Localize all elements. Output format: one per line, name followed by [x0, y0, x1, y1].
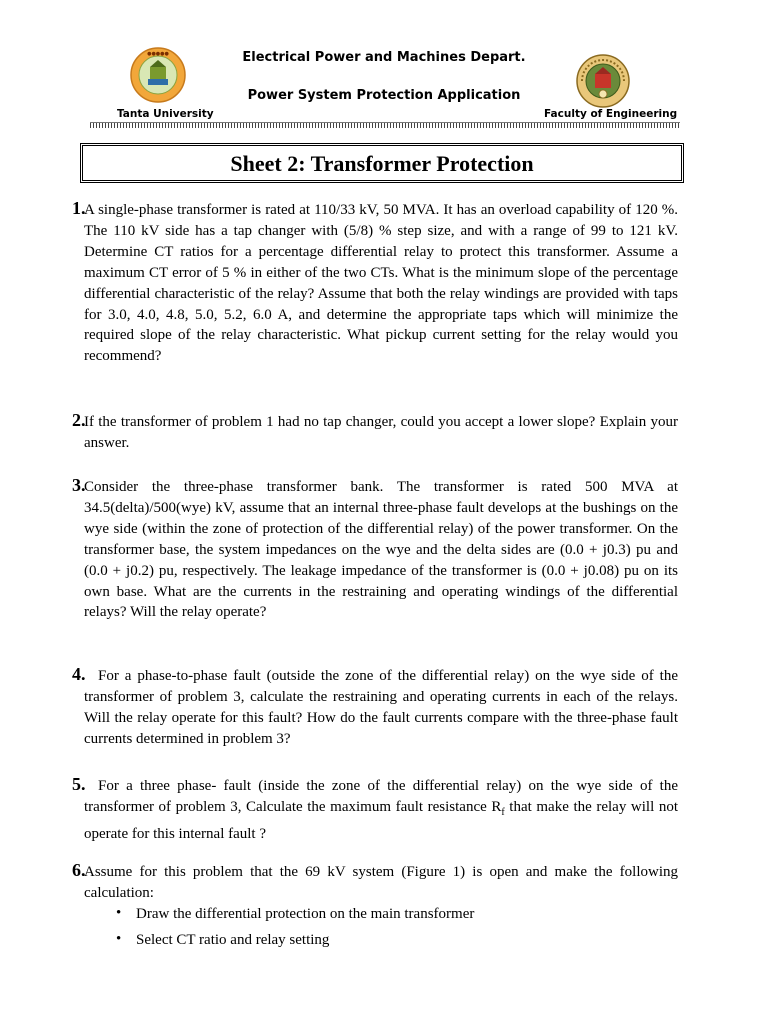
- svg-text:●●●●●: ●●●●●: [147, 51, 169, 57]
- sheet-title: Sheet 2: Transformer Protection: [80, 143, 684, 183]
- bullet-text: Select CT ratio and relay setting: [136, 932, 330, 948]
- decorative-divider: [90, 122, 680, 128]
- problem-text: [84, 776, 678, 845]
- problem-text: If the transformer of problem 1 had no tap changer, could you accept a lower slope? Explain your answer.: [84, 414, 678, 451]
- problem-number: 6.: [72, 860, 86, 880]
- problem-text-part: that make the relay will not operate for this internal fault ?: [84, 798, 679, 842]
- problem-4: [72, 664, 678, 750]
- problem-text-part: For a three phase- fault (inside the zone of the differential relay) on the wye side of the transformer of problem 3, Calculate the maximum fault resistance R: [84, 778, 678, 815]
- problem-5: [72, 774, 679, 845]
- bullet-icon: •: [116, 931, 122, 947]
- bullet-icon: •: [116, 905, 122, 921]
- problem-number: 4.: [72, 664, 86, 684]
- problem-number: 3.: [72, 475, 86, 495]
- problem-6: [72, 860, 678, 904]
- subscript: f: [501, 806, 505, 818]
- university-name: Tanta University: [117, 108, 214, 120]
- problem-text: Consider the three-phase transformer bank. The transformer is rated 500 MVA at 34.5(delta)/500(wye) kV, assume that an internal three-phase fault develops at the bushings on the wye side (within the zone of protection of the differential relay) of the power transformer. On the transformer base, the system impedances on the wye and the delta sides are (0.0 + j0.3) pu and (0.0 + j0.2) pu, respectively. The leakage impedance of the transformer is (0.0 + j0.08) pu on its own base. What are the currents in the restraining and operating windings of the differential relays? Will the relay operate?: [84, 479, 678, 621]
- problem-number: 2.: [72, 410, 86, 430]
- subject-heading: Power System Protection Application: [247, 88, 521, 103]
- bullet-text: Draw the differential protection on the main transformer: [136, 906, 475, 922]
- problem-2: [72, 410, 678, 454]
- problem-text: A single-phase transformer is rated at 110/33 kV, 50 MVA. It has an overload capability of 120 %. The 110 kV side has a tap changer with (5/8) % step size, and with a range of 99 to 121 kV. Determine CT ratios for a percentage differential relay to protect this transformer. Assume a maximum CT error of 5 % in either of the two CTs. What is the minimum slope of the percentage differential characteristic of the relay? Assume that both the relay windings are provided with taps for 3.0, 4.0, 4.8, 5.0, 5.2, 6.0 A, and determine the appropriate taps which will minimize the required slope of the relay characteristic. What pickup current setting for the relay would you recommend?: [84, 202, 678, 365]
- problem-number: 5.: [72, 774, 86, 794]
- faculty-name: Faculty of Engineering: [544, 108, 678, 120]
- page-header: [0, 0, 768, 130]
- problem-3: [72, 475, 678, 623]
- problem-text: Assume for this problem that the 69 kV system (Figure 1) is open and make the following calculation:: [84, 864, 678, 901]
- problem-text: For a phase-to-phase fault (outside the zone of the differential relay) on the wye side of the transformer of problem 3, calculate the restraining and operating currents in each of the relays. Will the relay operate for this fault? How do the fault currents compare with the three-phase fault currents determined in problem 3?: [84, 668, 678, 747]
- problem-number: 1.: [72, 198, 86, 218]
- department-heading: Electrical Power and Machines Depart.: [242, 50, 526, 65]
- problem-1: [72, 198, 678, 367]
